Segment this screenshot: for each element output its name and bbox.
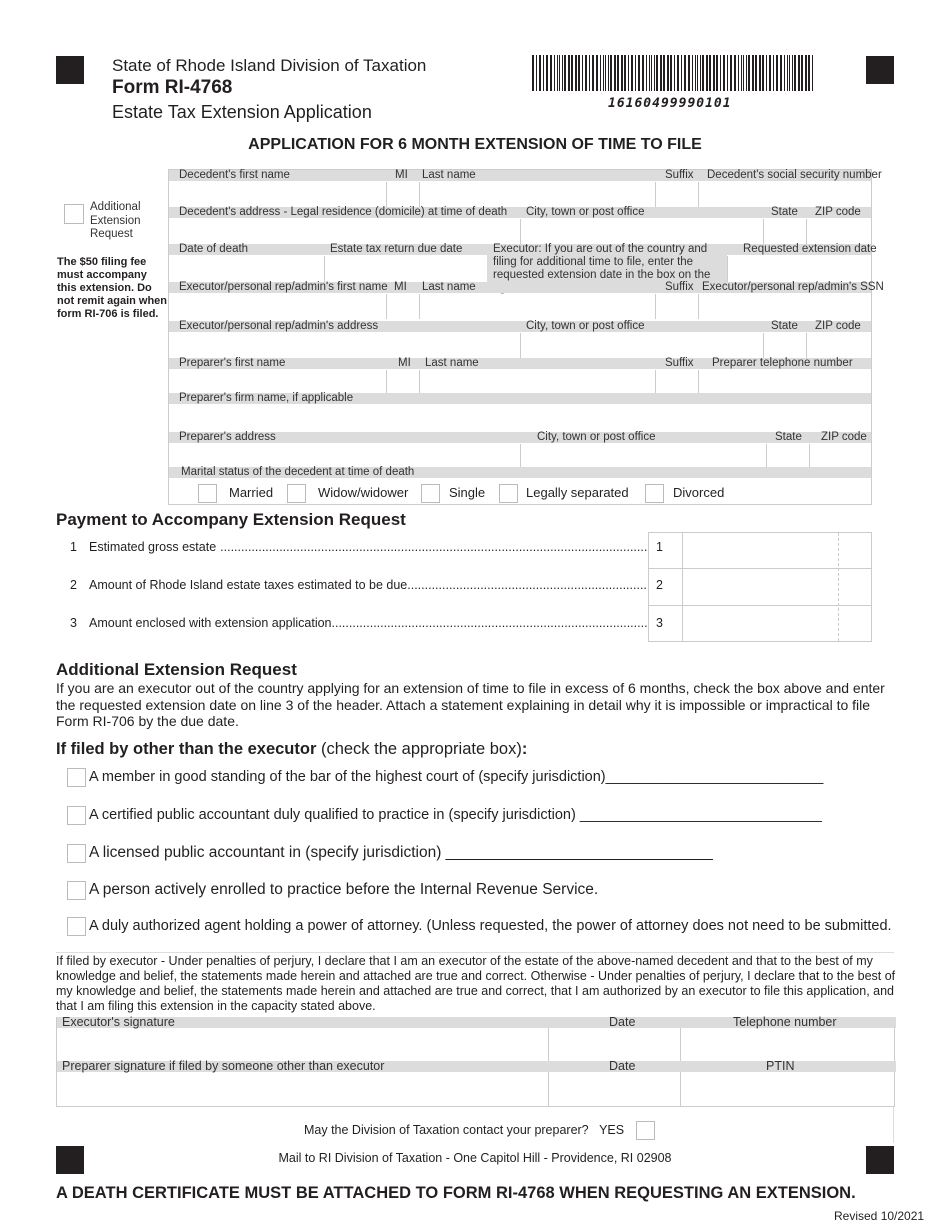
decedent-last-label: Last name <box>422 169 476 181</box>
exec-sig-label: Executor's signature <box>62 1015 175 1029</box>
barcode-bar <box>720 55 721 91</box>
form-name: Estate Tax Extension Application <box>112 102 372 122</box>
contact-yes-label: YES <box>599 1123 625 1137</box>
barcode-bar <box>773 55 774 91</box>
barcode-bar <box>605 55 606 91</box>
requested-ext-input[interactable] <box>728 256 871 282</box>
barcode-bar <box>727 55 728 91</box>
barcode-bar <box>695 55 696 91</box>
barcode-bar <box>564 55 566 91</box>
barcode-bar <box>688 55 690 91</box>
barcode-bar <box>730 55 732 91</box>
barcode-bar <box>700 55 701 91</box>
exec-city-input[interactable] <box>521 333 763 358</box>
filed-by-colon: : <box>521 740 528 758</box>
prep-date-input[interactable] <box>549 1072 680 1105</box>
decedent-zip-label: ZIP code <box>815 206 861 218</box>
barcode-bar <box>776 55 778 91</box>
barcode-bar <box>713 55 715 91</box>
barcode-bar <box>638 55 640 91</box>
divorced-checkbox[interactable] <box>645 484 664 503</box>
fee-note: The $50 filing fee must accompany this extension. Do not remit again when form RI-706 is filed. <box>57 256 168 320</box>
leader-dots: ........................................................................................................................... <box>220 540 648 554</box>
filed-by-bar-member-label: A member in good standing of the bar of the highest court of (specify jurisdiction)___________________________ <box>89 769 824 785</box>
decedent-ssn-label: Decedent's social security number <box>707 169 882 181</box>
filed-by-irs-enrolled-label: A person actively enrolled to practice before the Internal Revenue Service. <box>89 881 599 898</box>
barcode-bar <box>603 55 604 91</box>
payment-title: Payment to Accompany Extension Request <box>56 510 406 529</box>
barcode-bar <box>674 55 675 91</box>
barcode-bar <box>571 55 573 91</box>
decedent-first-label: Decedent's first name <box>179 169 290 181</box>
barcode-bar <box>787 55 788 91</box>
exec-phone-input[interactable] <box>681 1028 896 1061</box>
prep-firm-label: Preparer's firm name, if applicable <box>179 392 354 404</box>
decedent-mi-label: MI <box>395 169 408 181</box>
barcode-bar <box>568 55 570 91</box>
married-checkbox[interactable] <box>198 484 217 503</box>
barcode-bar <box>628 55 629 91</box>
prep-address-label: Preparer's address <box>179 431 276 443</box>
exec-last-label: Last name <box>422 281 476 293</box>
barcode-bar <box>743 55 744 91</box>
exec-address-input[interactable] <box>169 333 520 358</box>
return-due-input[interactable] <box>325 256 487 282</box>
date-of-death-label: Date of death <box>179 243 249 255</box>
prep-state-label: State <box>775 431 802 443</box>
prep-zip-input[interactable] <box>810 444 871 469</box>
decedent-last-input[interactable] <box>420 182 655 207</box>
barcode-bar <box>789 55 790 91</box>
prep-phone-label: Preparer telephone number <box>712 357 853 369</box>
prep-firm-input[interactable] <box>169 405 871 431</box>
barcode-bar <box>746 55 747 91</box>
form-number: Form RI-4768 <box>112 77 233 98</box>
married-label: Married <box>229 485 274 500</box>
decedent-suffix-input[interactable] <box>656 182 698 207</box>
exec-mi-label: MI <box>394 281 407 293</box>
filed-by-bar-member-checkbox[interactable] <box>67 768 86 787</box>
barcode-bar <box>656 55 658 91</box>
decedent-state-label: State <box>771 206 798 218</box>
separated-label: Legally separated <box>526 485 629 500</box>
barcode-bar <box>702 55 704 91</box>
exec-first-input[interactable] <box>169 294 386 319</box>
barcode-bar <box>697 55 698 91</box>
decedent-mi-input[interactable] <box>387 182 419 207</box>
perjury-statement: If filed by executor - Under penalties of perjury, I declare that I am an executor of the estate of the above-named decedent and that to the best of my knowledge and belief, the statements made herein and attached are true and correct. Otherwise - Under penalties of perjury, I declare that to the best of my knowledge and belief, the statements made herein and attached are true and correct, that I am authorized by an executor to file this application, and that I am filing this extension in the capacity stated above. <box>56 954 896 1013</box>
prep-sig-input[interactable] <box>57 1072 548 1105</box>
date-of-death-input[interactable] <box>169 256 324 282</box>
divorced-label: Divorced <box>673 485 725 500</box>
filed-by-lpa-checkbox[interactable] <box>67 844 86 863</box>
barcode-bar <box>539 55 541 91</box>
payment-line-num: 1 <box>70 540 77 554</box>
payment-box-num-2: 2 <box>656 578 663 592</box>
amount-enclosed-input[interactable] <box>683 606 870 641</box>
death-certificate-notice: A DEATH CERTIFICATE MUST BE ATTACHED TO FORM RI-4768 WHEN REQUESTING AN EXTENSION. <box>56 1184 856 1202</box>
barcode-bar <box>654 55 655 91</box>
barcode-bar <box>741 55 742 91</box>
exec-date-input[interactable] <box>549 1028 680 1061</box>
filed-by-irs-enrolled-checkbox[interactable] <box>67 881 86 900</box>
barcode-bar <box>670 55 672 91</box>
prep-last-input[interactable] <box>420 370 655 394</box>
filed-by-cpa-checkbox[interactable] <box>67 806 86 825</box>
barcode-bar <box>780 55 782 91</box>
barcode-bar <box>755 55 757 91</box>
barcode-bar <box>766 55 767 91</box>
barcode-bar <box>546 55 548 91</box>
prep-phone-input[interactable] <box>699 370 871 394</box>
prep-state-input[interactable] <box>767 444 809 469</box>
prep-date-label: Date <box>609 1059 636 1073</box>
barcode-bar <box>642 55 644 91</box>
decedent-ssn-input[interactable] <box>699 182 871 207</box>
barcode-bar <box>592 55 594 91</box>
barcode-bar <box>723 55 725 91</box>
barcode-bar <box>660 55 662 91</box>
prep-city-input[interactable] <box>521 444 766 469</box>
prep-first-input[interactable] <box>169 370 386 394</box>
revision-date: Revised 10/2021 <box>834 1209 925 1223</box>
exec-ssn-label: Executor/personal rep/admin's SSN <box>702 281 884 293</box>
barcode-bar <box>610 55 612 91</box>
contact-question <box>304 1123 624 1137</box>
exec-address-label: Executor/personal rep/admin's address <box>179 320 379 332</box>
exec-last-input[interactable] <box>420 294 655 319</box>
form-title: APPLICATION FOR 6 MONTH EXTENSION OF TIME TO FILE <box>248 136 702 153</box>
barcode-bar <box>536 55 537 91</box>
additional-extension-label: Additional Extension Request <box>90 201 141 240</box>
prep-city-label: City, town or post office <box>537 431 656 443</box>
filed-by-title-bold: If filed by other than the executor <box>56 740 317 758</box>
separated-checkbox[interactable] <box>499 484 518 503</box>
barcode-bar <box>559 55 560 91</box>
barcode-bar <box>635 55 636 91</box>
exec-zip-label: ZIP code <box>815 320 861 332</box>
estimated-gross-estate-input[interactable] <box>683 533 870 567</box>
barcode-bar <box>554 55 555 91</box>
barcode-bar <box>798 55 800 91</box>
additional-text: If you are an executor out of the country applying for an extension of time to file in excess of 6 months, check the box above and enter the requested extension date on line 3 of the header. Attach a statement explaining in detail why it is impossible or impractical to file Form RI-706 by the due date. <box>56 680 885 729</box>
payment-box-num-3: 3 <box>656 616 663 630</box>
filed-by-title-rest: (check the appropriate box) <box>316 740 522 758</box>
barcode-bar <box>677 55 679 91</box>
barcode-bar <box>706 55 708 91</box>
barcode-bar <box>631 55 633 91</box>
single-label: Single <box>449 485 486 500</box>
single-checkbox[interactable] <box>421 484 440 503</box>
return-due-label: Estate tax return due date <box>330 243 463 255</box>
barcode-bar <box>608 55 609 91</box>
barcode-bar <box>801 55 803 91</box>
exec-zip-input[interactable] <box>807 333 871 358</box>
exec-suffix-input[interactable] <box>656 294 698 319</box>
contact-preparer-yes-checkbox[interactable] <box>636 1121 655 1140</box>
barcode-bar <box>769 55 771 91</box>
barcode-bar <box>762 55 764 91</box>
barcode-bar <box>582 55 583 91</box>
prep-suffix-label: Suffix <box>665 357 694 369</box>
executor-note: Executor: If you are out of the country and filing for additional time to file, enter the requested extension date in the box on the <box>493 243 711 281</box>
barcode-bar <box>812 55 813 91</box>
barcode-bar <box>589 55 590 91</box>
decedent-zip-input[interactable] <box>807 219 871 244</box>
additional-title: Additional Extension Request <box>56 660 297 679</box>
barcode-bar <box>550 55 552 91</box>
prep-suffix-input[interactable] <box>656 370 698 394</box>
barcode-bar <box>709 55 711 91</box>
payment-box-num-1: 1 <box>656 540 663 554</box>
barcode-bar <box>543 55 544 91</box>
payment-line-label: Estimated gross estate <box>89 540 217 554</box>
additional-extension-checkbox[interactable] <box>64 204 84 224</box>
barcode-bar <box>578 55 580 91</box>
barcode-bar <box>752 55 754 91</box>
decedent-address-label: Decedent's address - Legal residence (domicile) at time of death <box>179 206 508 218</box>
barcode <box>530 55 818 91</box>
ptin-label: PTIN <box>766 1059 795 1073</box>
barcode-bar <box>805 55 807 91</box>
exec-mi-input[interactable] <box>387 294 419 319</box>
payment-line-num: 2 <box>70 578 77 592</box>
decedent-city-label: City, town or post office <box>526 206 645 218</box>
prep-last-label: Last name <box>425 357 479 369</box>
barcode-bar <box>681 55 682 91</box>
exec-suffix-label: Suffix <box>665 281 694 293</box>
barcode-bar <box>651 55 652 91</box>
exec-sig-input[interactable] <box>57 1028 548 1061</box>
payment-line-label: Amount of Rhode Island estate taxes estimated to be due <box>89 578 408 592</box>
prep-mi-input[interactable] <box>387 370 419 394</box>
filed-by-cpa-label: A certified public accountant duly qualified to practice in (specify jurisdiction) ______________________________ <box>89 807 822 823</box>
barcode-bar <box>532 55 534 91</box>
barcode-bar <box>808 55 810 91</box>
barcode-number: 16160499990101 <box>608 96 732 111</box>
prep-zip-label: ZIP code <box>821 431 867 443</box>
widow-checkbox[interactable] <box>287 484 306 503</box>
signature-grid <box>56 1017 895 1107</box>
barcode-bar <box>794 55 796 91</box>
registration-mark-top-left <box>56 56 84 84</box>
barcode-bar <box>748 55 750 91</box>
widow-label: Widow/widower <box>318 485 409 500</box>
payment-line-label: Amount enclosed with extension application <box>89 616 332 630</box>
marital-status-label: Marital status of the decedent at time of death <box>181 466 415 478</box>
barcode-bar <box>575 55 577 91</box>
barcode-bar <box>614 55 616 91</box>
barcode-bar <box>663 55 665 91</box>
barcode-bar <box>716 55 718 91</box>
decedent-state-input[interactable] <box>764 219 806 244</box>
agency-name: State of Rhode Island Division of Taxation <box>112 56 427 75</box>
filed-by-poa-checkbox[interactable] <box>67 917 86 936</box>
filed-by-poa-label: A duly authorized agent holding a power of attorney. (Unless requested, the power of attorney does not need to be submitted. <box>89 918 892 934</box>
exec-state-input[interactable] <box>764 333 806 358</box>
exec-phone-label: Telephone number <box>733 1015 837 1029</box>
prep-mi-label: MI <box>398 357 411 369</box>
barcode-bar <box>596 55 598 91</box>
barcode-bar <box>792 55 793 91</box>
barcode-bar <box>667 55 669 91</box>
decedent-suffix-label: Suffix <box>665 169 694 181</box>
barcode-bar <box>759 55 761 91</box>
estimated-taxes-input[interactable] <box>683 569 870 604</box>
leader-dots: ........................................................................................... <box>331 616 648 630</box>
barcode-bar <box>617 55 619 91</box>
barcode-bar <box>562 55 563 91</box>
exec-date-label: Date <box>609 1015 636 1029</box>
barcode-bar <box>646 55 647 91</box>
ptin-input[interactable] <box>681 1072 896 1105</box>
barcode-bar <box>621 55 623 91</box>
prep-first-label: Preparer's first name <box>179 357 286 369</box>
decedent-city-input[interactable] <box>521 219 763 244</box>
registration-mark-top-right <box>866 56 894 84</box>
exec-ssn-input[interactable] <box>699 294 871 319</box>
barcode-bar <box>557 55 558 91</box>
filed-by-title <box>56 740 527 759</box>
contact-question-text: May the Division of Taxation contact your preparer? <box>304 1123 589 1137</box>
mailing-address: Mail to RI Division of Taxation - One Capitol Hill - Providence, RI 02908 <box>278 1151 672 1165</box>
barcode-bar <box>624 55 626 91</box>
exec-state-label: State <box>771 320 798 332</box>
exec-city-label: City, town or post office <box>526 320 645 332</box>
exec-first-label: Executor/personal rep/admin's first name <box>179 281 388 293</box>
barcode-bar <box>649 55 650 91</box>
leader-dots: ..................................................................... <box>407 578 647 592</box>
barcode-bar <box>734 55 736 91</box>
barcode-bar <box>784 55 785 91</box>
filed-by-lpa-label: A licensed public accountant in (specify jurisdiction) _______________________________ <box>89 844 713 861</box>
decedent-address-input[interactable] <box>169 219 520 244</box>
header-grid <box>168 169 884 505</box>
barcode-bar <box>684 55 686 91</box>
barcode-bar <box>738 55 739 91</box>
barcode-bar <box>585 55 587 91</box>
payment-line-num: 3 <box>70 616 77 630</box>
prep-sig-label: Preparer signature if filed by someone other than executor <box>62 1059 385 1073</box>
decedent-first-input[interactable] <box>169 182 386 207</box>
barcode-bar <box>600 55 601 91</box>
requested-ext-label: Requested extension date <box>743 243 877 255</box>
barcode-bar <box>692 55 693 91</box>
